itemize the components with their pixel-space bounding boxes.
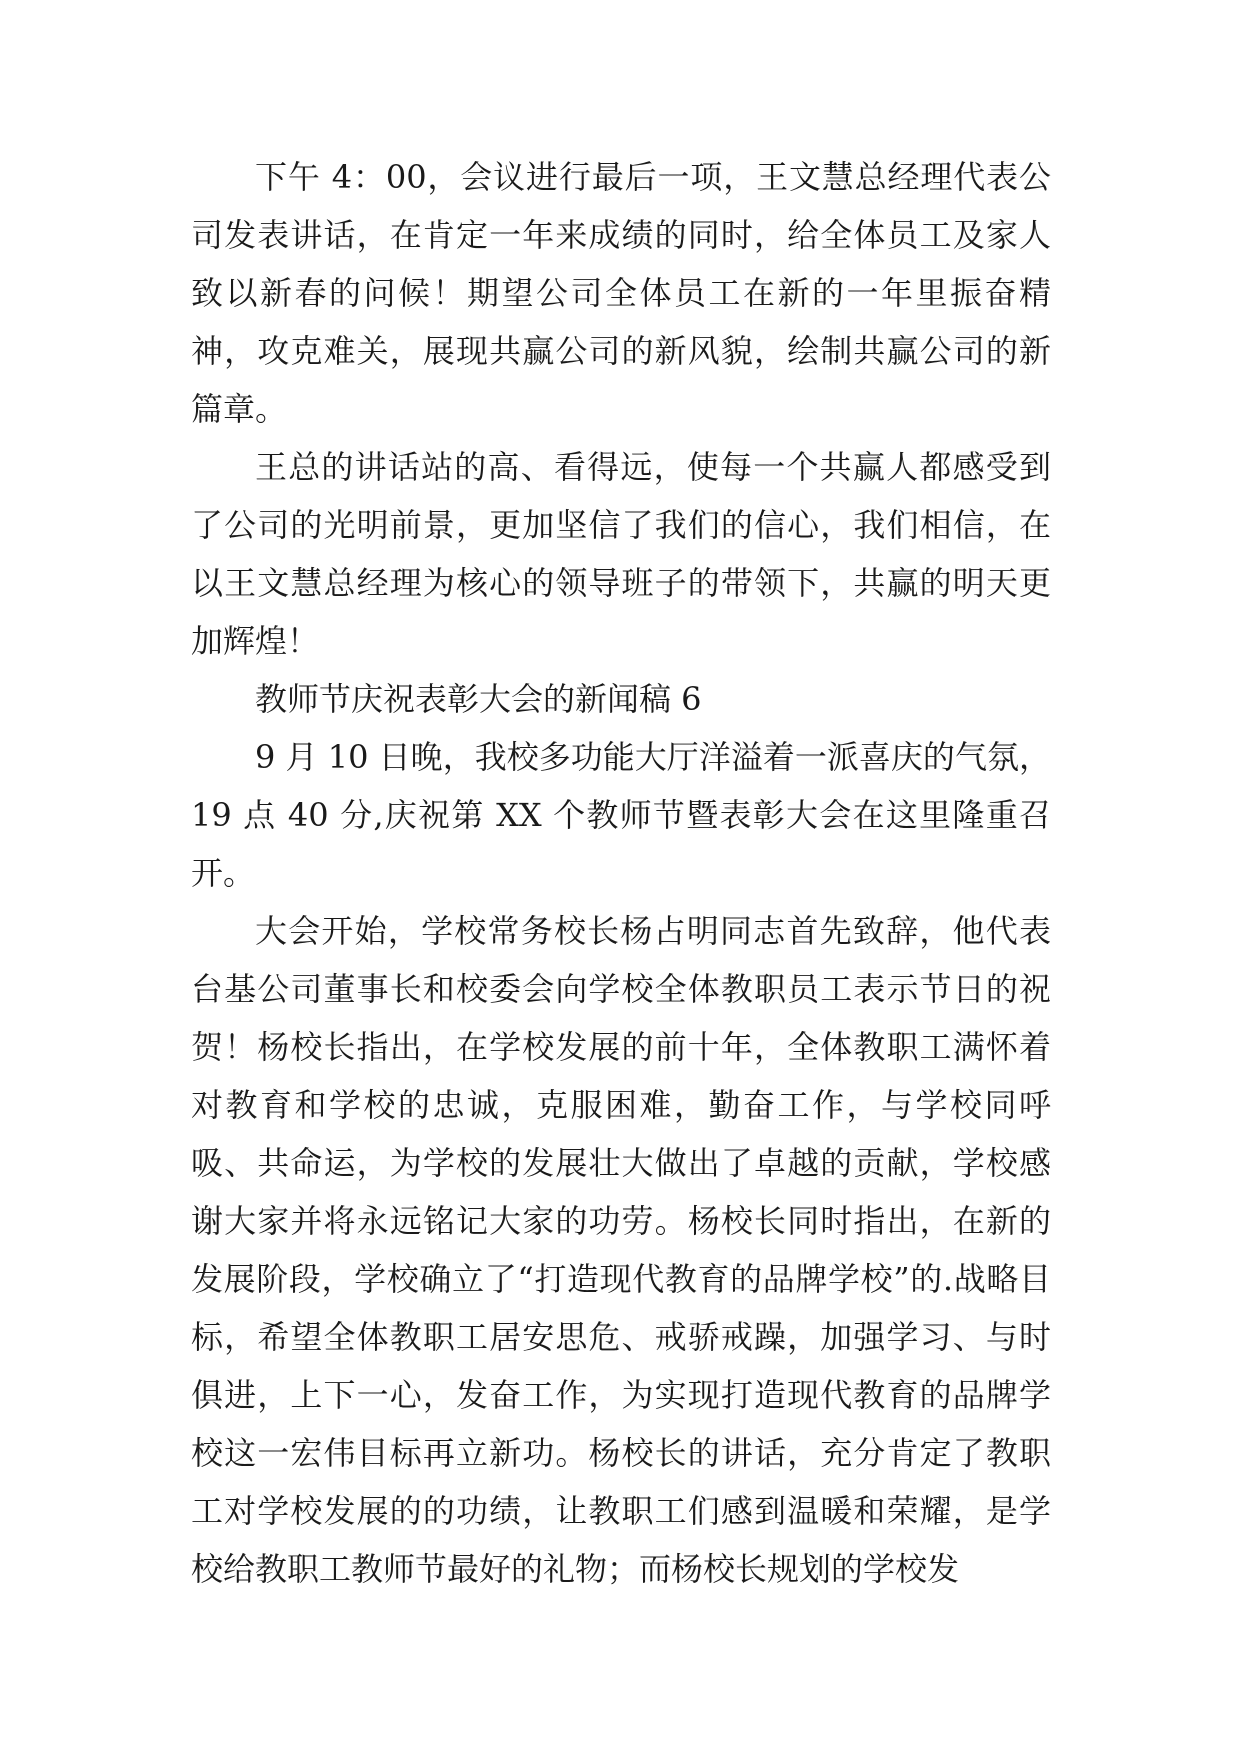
article-title: 教师节庆祝表彰大会的新闻稿 6 — [255, 680, 702, 718]
paragraph-speech-response: 王总的讲话站的高、看得远，使每一个共赢人都感受到了公司的光明前景，更加坚信了我们的信心，我们相信，在以王文慧总经理为核心的领导班子的带领下，共赢的明天更加辉煌！ — [191, 448, 1051, 660]
paragraph-closing-speech: 下午 4：00，会议进行最后一项，王文慧总经理代表公司发表讲话，在肯定一年来成绩的同时，给全体员工及家人致以新春的问候！期望公司全体员工在新的一年里振奋精神，攻克难关，展现共赢公司的新风貌，绘制共赢公司的新篇章。 — [191, 158, 1051, 428]
paragraph-event-opening: 9 月 10 日晚，我校多功能大厅洋溢着一派喜庆的气氛，19 点 40 分,庆祝第 XX 个教师节暨表彰大会在这里隆重召开。 — [191, 738, 1051, 892]
document-body — [191, 148, 1051, 1598]
paragraph-principal-speech: 大会开始，学校常务校长杨占明同志首先致辞，他代表台基公司董事长和校委会向学校全体教职员工表示节日的祝贺！杨校长指出，在学校发展的前十年，全体教职工满怀着对教育和学校的忠诚，克服困难，勤奋工作，与学校同呼吸、共命运，为学校的发展壮大做出了卓越的贡献，学校感谢大家并将永远铭记大家的功劳。杨校长同时指出，在新的发展阶段，学校确立了“打造现代教育的品牌学校”的.战略目标，希望全体教职工居安思危、戒骄戒躁，加强学习、与时俱进，上下一心，发奋工作，为实现打造现代教育的品牌学校这一宏伟目标再立新功。杨校长的讲话，充分肯定了教职工对学校发展的的功绩，让教职工们感到温暖和荣耀，是学校给教职工教师节最好的礼物；而杨校长规划的学校发 — [191, 912, 1051, 1588]
